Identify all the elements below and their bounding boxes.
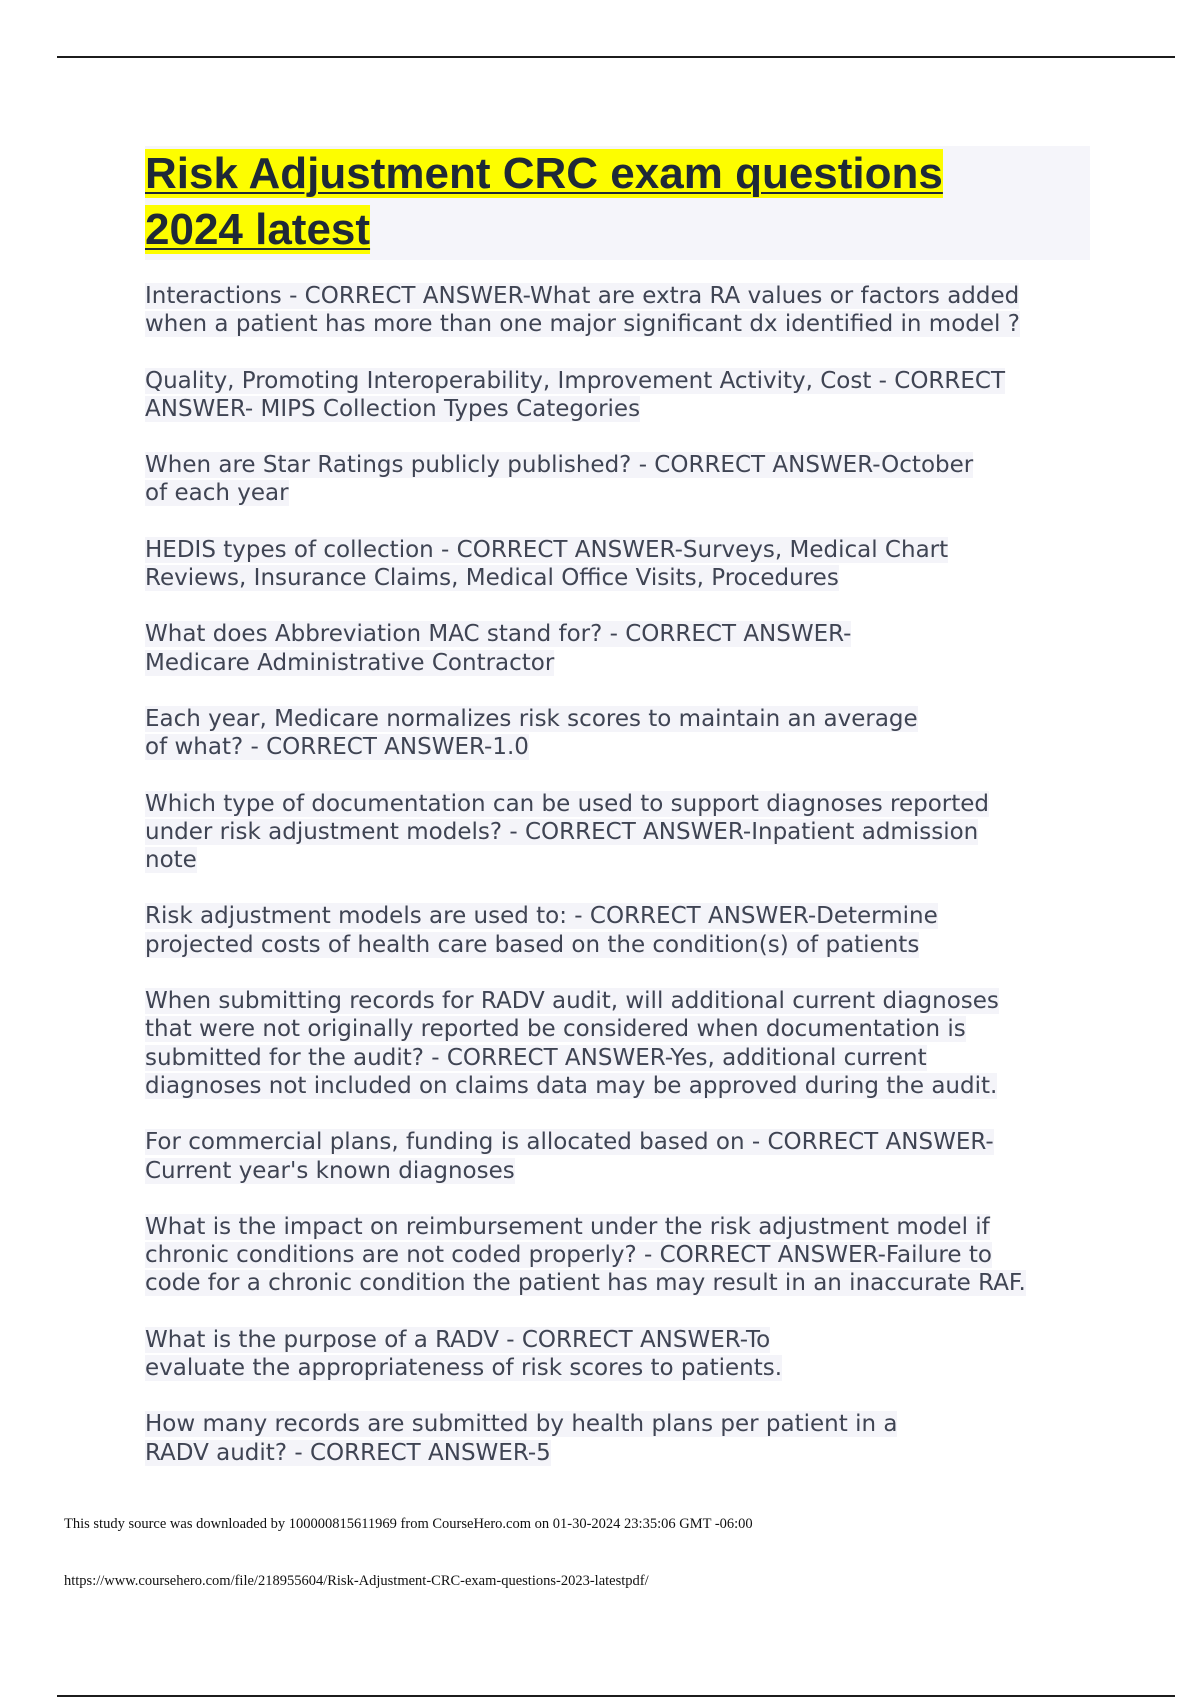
download-source-note: This study source was downloaded by 100000815611969 from CourseHero.com on 01-30-2024 23:35:06 GMT -06:00 <box>64 1516 753 1532</box>
qa-text: Risk adjustment models are used to: - CORRECT ANSWER-Determine projected costs of health care based on the condition(s) of patients <box>145 903 938 958</box>
qa-item <box>145 705 1090 762</box>
qa-item <box>145 282 1090 339</box>
qa-text: What is the purpose of a RADV - CORRECT ANSWER-To evaluate the appropriateness of risk scores to patients. <box>145 1326 783 1382</box>
qa-text: When are Star Ratings publicly published? - CORRECT ANSWER-October of each year <box>145 452 974 507</box>
document-title <box>145 146 1090 258</box>
qa-item <box>145 451 1090 508</box>
bottom-rule <box>57 1695 1175 1697</box>
qa-text: For commercial plans, funding is allocated based on - CORRECT ANSWER- Current year's known diagnoses <box>145 1129 994 1184</box>
qa-text: What does Abbreviation MAC stand for? - CORRECT ANSWER- Medicare Administrative Contractor <box>145 621 852 676</box>
qa-item <box>145 1410 1090 1467</box>
document-body <box>145 146 1090 1495</box>
top-rule <box>57 56 1175 58</box>
qa-text: Quality, Promoting Interoperability, Improvement Activity, Cost - CORRECT ANSWER- MIPS Collection Types Categories <box>145 367 1006 422</box>
qa-item <box>145 1326 1090 1383</box>
qa-text: HEDIS types of collection - CORRECT ANSWER-Surveys, Medical Chart Reviews, Insurance Claims, Medical Office Visits, Procedures <box>145 536 949 592</box>
qa-item <box>145 987 1090 1100</box>
qa-item <box>145 902 1090 959</box>
qa-text: Each year, Medicare normalizes risk scores to maintain an average of what? - CORRECT ANSWER-1.0 <box>145 705 918 761</box>
qa-text: What is the impact on reimbursement under the risk adjustment model if chronic conditions are not coded properly? - CORRECT ANSWER-Failure to code for a chronic condition the patient has may result in an inaccurate RAF. <box>145 1213 1026 1297</box>
qa-list <box>145 282 1090 1467</box>
qa-item <box>145 1128 1090 1185</box>
qa-text: When submitting records for RADV audit, will additional current diagnoses that were not originally reported be considered when documentation is submitted for the audit? - CORRECT ANSWER-Yes, additional current diagnoses not included on claims data may be approved during the audit. <box>145 988 999 1099</box>
title-block <box>145 146 1090 260</box>
qa-item <box>145 536 1090 593</box>
qa-item <box>145 1213 1090 1298</box>
qa-item <box>145 367 1090 424</box>
qa-item <box>145 620 1090 677</box>
source-url-link[interactable]: https://www.coursehero.com/file/218955604/Risk-Adjustment-CRC-exam-questions-2023-latestpdf/ <box>64 1573 649 1589</box>
qa-text: How many records are submitted by health plans per patient in a RADV audit? - CORRECT ANSWER-5 <box>145 1411 898 1466</box>
qa-text: Interactions - CORRECT ANSWER-What are extra RA values or factors added when a patient has more than one major significant dx identified in model ? <box>145 283 1020 338</box>
qa-text: Which type of documentation can be used to support diagnoses reported under risk adjustment models? - CORRECT ANSWER-Inpatient admission note <box>145 790 990 874</box>
title-text: Risk Adjustment CRC exam questions 2024 latest <box>145 149 943 254</box>
qa-item <box>145 790 1090 875</box>
